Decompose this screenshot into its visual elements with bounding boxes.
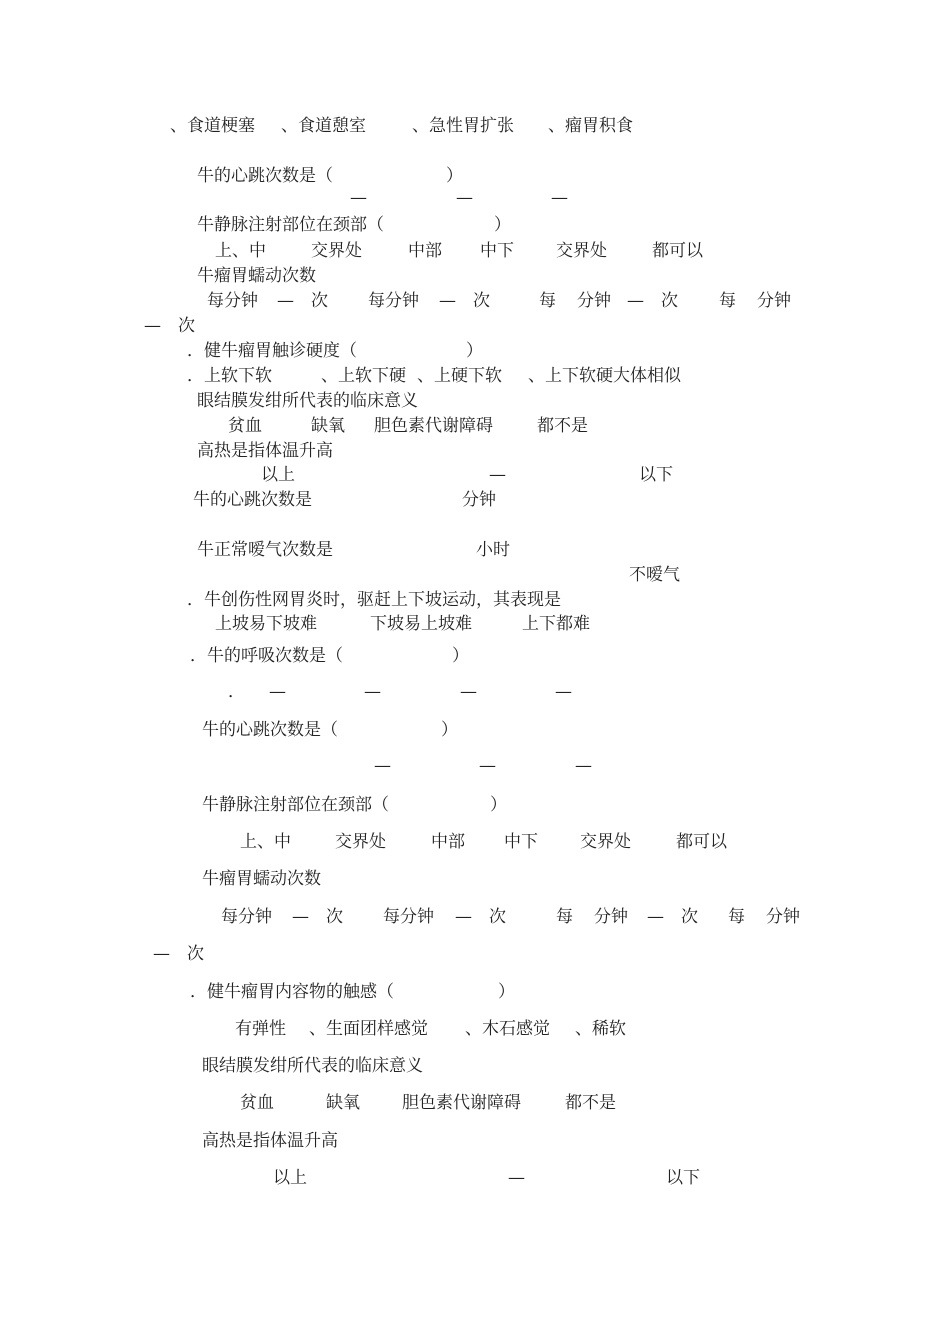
option-text: 缺氧 [326,1093,360,1113]
option-dash: — [455,907,472,927]
option-text: 以下 [639,465,673,485]
option-dash: — [479,756,496,776]
question-text: 牛瘤胃蠕动次数 [197,266,316,286]
option-text: 上坡易下坡难 [215,614,317,634]
option-text: 胆色素代谢障碍 [374,416,493,436]
option-text: 、急性胃扩张 [412,116,514,136]
option-dash: — [292,907,309,927]
question-text: 牛静脉注射部位在颈部（ [202,795,389,815]
option-dash: — [456,188,473,208]
question-text: ．牛创伤性网胃炎时，驱赶上下坡运动，其表现是 [187,590,561,610]
option-dash: — [555,682,572,702]
option-text: 、瘤胃积食 [548,116,633,136]
option-text: 次 [187,944,204,964]
question-text: 牛正常嗳气次数是 [197,540,333,560]
option-text: 次 [681,907,698,927]
option-text: 不嗳气 [629,565,680,585]
option-dash: — [144,316,161,336]
option-text: 分钟 [577,291,611,311]
option-text: 分钟 [462,490,496,510]
option-text: 每分钟 [207,291,258,311]
option-text: 、生面团样感觉 [309,1019,428,1039]
question-text: 眼结膜发绀所代表的临床意义 [197,391,418,411]
option-dash: — [374,756,391,776]
question-paren: ） [498,982,515,1002]
option-text: 以下 [666,1168,700,1188]
option-dash: — [153,944,170,964]
option-text: 下坡易上坡难 [370,614,472,634]
option-text: 、上软下硬 [321,366,406,386]
option-text: 交界处 [311,241,362,261]
option-text: 每分钟 [221,907,272,927]
option-text: 上、中 [215,241,266,261]
option-text: 次 [311,291,328,311]
option-dash: — [460,682,477,702]
option-text: 交界处 [580,832,631,852]
option-text: 次 [178,316,195,336]
option-text: 、稀软 [575,1019,626,1039]
option-text: 缺氧 [311,416,345,436]
question-text: 牛静脉注射部位在颈部（ [197,215,384,235]
option-text: 、木石感觉 [465,1019,550,1039]
question-paren: ） [446,166,463,186]
option-text: 每 [556,907,573,927]
option-dash: — [575,756,592,776]
option-text: 小时 [476,540,510,560]
option-text: 、食道梗塞 [170,116,255,136]
option-text: 以上 [261,465,295,485]
question-text: 高热是指体温升高 [197,441,333,461]
option-text: 贫血 [228,416,262,436]
option-text: 、上硬下软 [417,366,502,386]
question-text: 眼结膜发绀所代表的临床意义 [202,1056,423,1076]
option-text: 贫血 [240,1093,274,1113]
option-text: 都不是 [565,1093,616,1113]
option-dash: — [508,1168,525,1188]
option-text: 都可以 [676,832,727,852]
option-text: 中下 [480,241,514,261]
option-text: 有弹性 [235,1019,286,1039]
option-dash: — [277,291,294,311]
question-text: 牛的心跳次数是（ [197,166,333,186]
option-text: 中部 [431,832,465,852]
question-paren: ） [490,795,507,815]
option-text: 交界处 [335,832,386,852]
question-text: ．牛的呼吸次数是（ [190,646,343,666]
option-dash: — [364,682,381,702]
option-text: 、食道憩室 [281,116,366,136]
option-text: ． [228,682,245,702]
question-paren: ） [466,341,483,361]
option-text: 中下 [504,832,538,852]
option-text: 次 [473,291,490,311]
option-dash: — [627,291,644,311]
option-dash: — [551,188,568,208]
option-text: 次 [661,291,678,311]
option-text: 分钟 [766,907,800,927]
question-paren: ） [441,720,458,740]
option-text: 、上下软硬大体相似 [528,366,681,386]
option-text: ．上软下软 [187,366,272,386]
option-text: 分钟 [594,907,628,927]
option-dash: — [489,465,506,485]
option-text: 分钟 [757,291,791,311]
option-text: 胆色素代谢障碍 [402,1093,521,1113]
option-text: 上、中 [240,832,291,852]
question-text: 牛的心跳次数是 [193,490,312,510]
option-text: 每 [539,291,556,311]
option-text: 次 [489,907,506,927]
option-text: 每 [719,291,736,311]
question-text: 牛瘤胃蠕动次数 [202,869,321,889]
option-text: 中部 [408,241,442,261]
question-text: ．健牛瘤胃触诊硬度（ [187,341,357,361]
option-text: 都可以 [652,241,703,261]
question-text: 牛的心跳次数是（ [202,720,338,740]
option-dash: — [350,188,367,208]
option-text: 每 [728,907,745,927]
question-paren: ） [452,646,469,666]
question-paren: ） [494,215,511,235]
option-dash: — [647,907,664,927]
option-text: 每分钟 [368,291,419,311]
option-text: 交界处 [556,241,607,261]
option-dash: — [439,291,456,311]
option-text: 以上 [273,1168,307,1188]
option-text: 次 [326,907,343,927]
option-dash: — [269,682,286,702]
question-text: 高热是指体温升高 [202,1131,338,1151]
option-text: 每分钟 [383,907,434,927]
option-text: 上下都难 [522,614,590,634]
option-text: 都不是 [537,416,588,436]
question-text: ．健牛瘤胃内容物的触感（ [190,982,394,1002]
